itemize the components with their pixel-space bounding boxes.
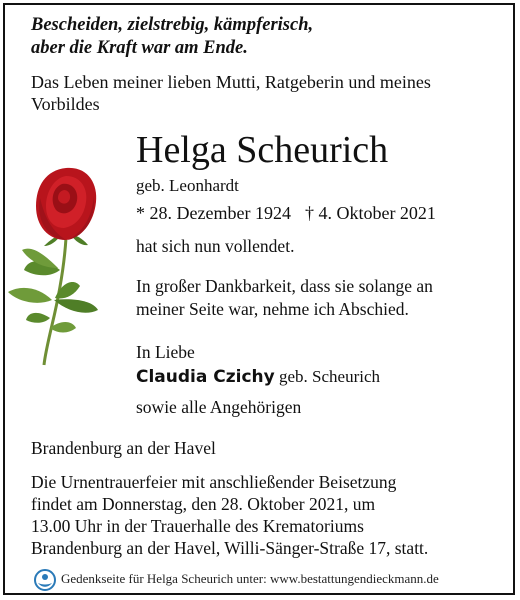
motto-line-1: Bescheiden, zielstrebig, kämpferisch,	[31, 15, 314, 35]
signer-name: Claudia Czichy	[136, 367, 275, 387]
ceremony-line-1: Die Urnentrauerfeier mit anschließender Beisetzung	[31, 472, 397, 492]
in-love-text: In Liebe	[136, 342, 195, 362]
motto-line-2: aber die Kraft war am Ende.	[31, 38, 248, 58]
rose-icon	[0, 150, 125, 370]
signer	[136, 367, 380, 387]
footer	[34, 569, 439, 591]
deceased-birth-name: geb. Leonhardt	[136, 176, 239, 195]
intro-text: Das Leben meiner lieben Mutti, Ratgeberin und meines Vorbildes	[31, 72, 431, 114]
deceased-name: Helga Scheurich	[136, 129, 389, 171]
relatives-text: sowie alle Angehörigen	[136, 397, 302, 417]
motto	[31, 14, 313, 60]
ceremony-line-3: 13.00 Uhr in der Trauerhalle des Krematoriums	[31, 516, 364, 536]
funeral-home-logo-icon	[34, 569, 56, 591]
birth-date: * 28. Dezember 1924	[136, 203, 291, 223]
completed-text: hat sich nun vollendet.	[136, 236, 295, 256]
gratitude-line-1: In großer Dankbarkeit, dass sie solange an	[136, 276, 433, 296]
signer-birth-name: geb. Scheurich	[278, 367, 381, 386]
location-text: Brandenburg an der Havel	[31, 438, 216, 458]
ceremony-line-4: Brandenburg an der Havel, Willi-Sänger-Straße 17, statt.	[31, 538, 429, 558]
ceremony-line-2: findet am Donnerstag, den 28. Oktober 2021, um	[31, 494, 376, 514]
death-date: † 4. Oktober 2021	[304, 203, 436, 223]
ceremony-text	[31, 471, 428, 559]
memorial-page-link[interactable]: Gedenkseite für Helga Scheurich unter: www.bestattungendieckmann.de	[61, 570, 439, 586]
gratitude-text	[136, 275, 433, 321]
life-dates	[136, 203, 436, 224]
gratitude-line-2: meiner Seite war, nehme ich Abschied.	[136, 299, 409, 319]
